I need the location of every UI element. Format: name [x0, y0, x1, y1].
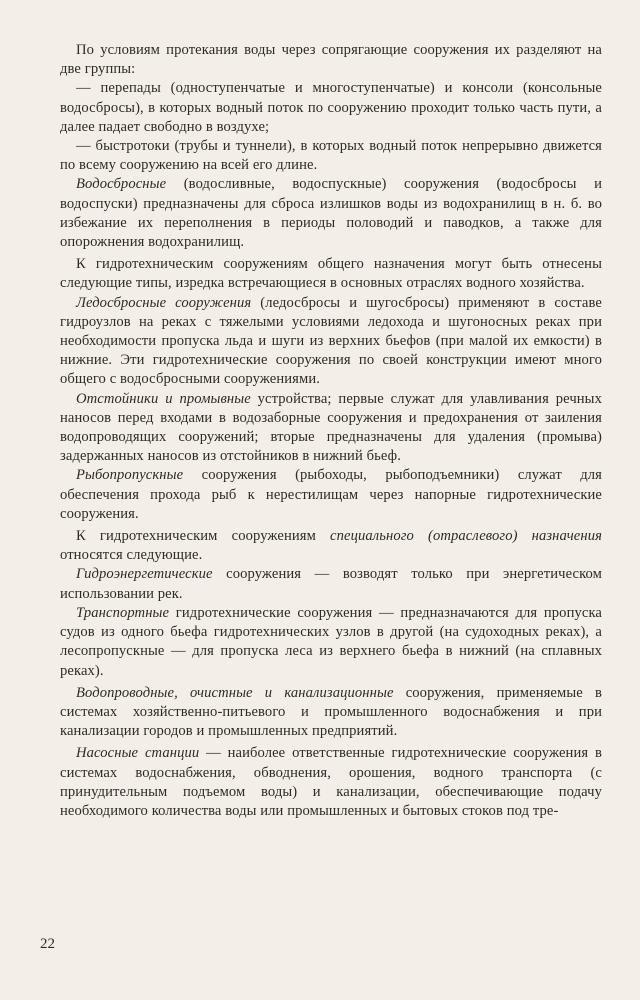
- paragraph-special: [60, 527, 602, 565]
- text-run: По условиям протекания воды через сопрягающие сооружения их разделяют на две группы:: [60, 42, 602, 78]
- text-run: сооружения, применяемые в системах хозяйственно-питьевого и промышленного водоснабжения и при канализации городов и промышленных предприятий.: [60, 684, 602, 740]
- paragraph-drops: [60, 79, 602, 137]
- page-number: 22: [40, 936, 55, 952]
- text-run: — быстротоки (трубы и туннели), в которых водный поток непрерывно движется по всему сооружению на всей его длине.: [60, 138, 602, 174]
- paragraph-spillways: [60, 175, 602, 252]
- paragraph-fish: [60, 466, 602, 524]
- paragraph-chutes: [60, 137, 602, 175]
- body-text: [60, 41, 602, 821]
- paragraph-ice: [60, 294, 602, 390]
- italic-term: Транспортные: [76, 604, 170, 621]
- text-run: сооружения (рыбоходы, рыбоподъемники) служат для обеспечения прохода рыб к нерестилищам через напорные гидротехнические сооружения.: [60, 467, 602, 522]
- text-run: К гидротехническим сооружениям: [76, 528, 331, 545]
- paragraph-general: [60, 255, 602, 293]
- italic-term: Отстойники и промывные: [76, 390, 251, 407]
- italic-term: Рыбопропускные: [76, 467, 184, 484]
- paragraph-intro: [60, 41, 602, 79]
- text-run: гидротехнические сооружения — предназначаются для пропуска судов из одного бьефа гидротехнических узлов в другой (на судоходных реках), а лесопропускные — для пропуска леса из верхнего бьефа в нижний (на сплавных реках).: [60, 604, 602, 679]
- italic-term: Водосбросные: [76, 176, 167, 193]
- italic-term: Ледосбросные сооружения: [76, 294, 252, 311]
- text-run: — наиболее ответственные гидротехнические сооружения в системах водоснабжения, обводнения, орошения, водного транспорта (с принудительным подъемом воды) и канализации, обеспечивающие подачу необходимого количества воды или промышленных и бытовых стоков под тре-: [60, 745, 602, 819]
- text-run: сооружения — возводят только при энергетическом использовании рек.: [60, 566, 602, 602]
- italic-term: Насосные станции: [76, 745, 200, 762]
- paragraph-hydropower: [60, 565, 602, 603]
- paragraph-pumping: [60, 744, 602, 821]
- paragraph-settlers: [60, 390, 602, 467]
- italic-term: Водопроводные, очистные и канализационные: [76, 684, 394, 701]
- text-run: К гидротехническим сооружениям общего назначения могут быть отнесены следующие типы, изредка встречающиеся в основных отраслях водного хозяйства.: [60, 256, 602, 292]
- italic-term: специального (отраслевого) назначения: [330, 528, 602, 545]
- text-run: относятся следующие.: [60, 547, 203, 564]
- text-run: (ледосбросы и шугосбросы) применяют в составе гидроузлов на реках с тяжелыми условиями ледохода и шугоносных реках при необходимости пропуска льда и шуги из верхних бьефов (при малой их емкости) в нижние. Эти гидротехнические сооружения по своей конструкции имеют много общего с водосбросными сооружениями.: [60, 294, 602, 388]
- text-run: — перепады (одноступенчатые и многоступенчатые) и консоли (консольные водосбросы), в которых водный поток по сооружению проходит только часть пути, а далее падает свободно в воздухе;: [60, 80, 602, 135]
- paragraph-transport: [60, 604, 602, 681]
- text-run: устройства; первые служат для улавливания речных наносов перед входами в водозаборные сооружения и предохранения от заиления водопроводящих сооружений; вторые предназначены для удаления (промыва) задержанных наносов из отстойников в нижний бьеф.: [60, 390, 602, 465]
- italic-term: Гидроэнергетические: [76, 566, 213, 583]
- text-run: (водосливные, водоспускные) сооружения (водосбросы и водоспуски) предназначены для сброса излишков воды из водохранилищ в н. б. во избежание их переполнения в периоды половодий и паводков, а также для опорожнения водохранилищ.: [60, 176, 602, 251]
- paragraph-water-supply: [60, 684, 602, 742]
